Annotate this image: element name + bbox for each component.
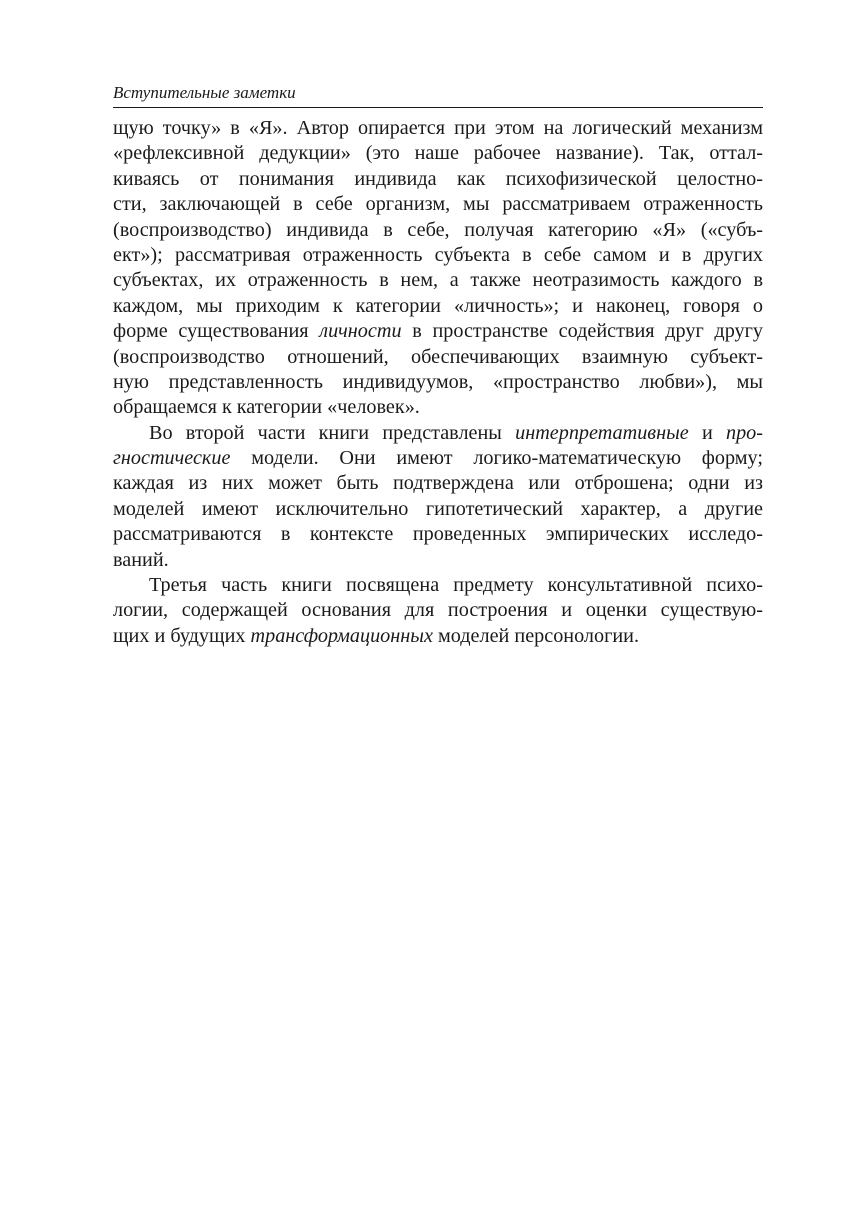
text-line <box>113 446 763 471</box>
text-line <box>113 421 763 446</box>
text-line: обращаемся к категории «человек». <box>113 396 420 419</box>
header-rule <box>113 107 763 108</box>
text-line: субъектах, их отраженность в нем, а также неотразимость каждого в <box>113 269 763 292</box>
text-run: в пространстве содействия друг другу <box>401 320 763 343</box>
text-run: форме существования <box>113 320 320 343</box>
italic-term: личности <box>319 320 402 343</box>
text-line: (воспроизводство отношений, обеспечивающих взаимную субъект- <box>113 345 763 368</box>
text-line <box>113 624 763 649</box>
text-line: каждом, мы приходим к категории «личность»; и наконец, говоря о <box>113 294 763 317</box>
running-head: Вступительные заметки <box>113 83 296 102</box>
text-run: модели. Они имеют логико-математическую форму; <box>230 447 763 470</box>
text-line: (воспроизводство) индивида в себе, получая категорию «Я» («субъ- <box>113 218 763 241</box>
text-line: логии, содержащей основания для построения и оценки существую- <box>113 599 763 622</box>
italic-term: интерпретативные <box>515 421 689 444</box>
page <box>113 82 763 649</box>
text-run: Во второй части книги представлены <box>149 421 516 444</box>
italic-term: гностические <box>113 447 231 470</box>
text-line: ект»); рассматривая отраженность субъекта в себе самом и в других <box>113 243 763 266</box>
text-line: моделей имеют исключительно гипотетический характер, а другие <box>113 497 763 520</box>
text-line: киваясь от понимания индивида как психофизической целостно- <box>113 167 763 190</box>
text-run: и <box>688 421 726 444</box>
text-line: щую точку» в «Я». Автор опирается при этом на логический механизм <box>113 117 763 139</box>
text-line: «рефлексивной дедукции» (это наше рабочее название). Так, оттал- <box>113 142 763 165</box>
text-run: моделей персонологии. <box>432 624 640 647</box>
text-line: Третья часть книги посвящена предмету консультативной психо- <box>149 574 763 597</box>
body-text <box>113 116 763 649</box>
text-line: каждая из них может быть подтверждена или отброшена; одни из <box>113 472 763 495</box>
text-line <box>113 319 763 344</box>
text-line: сти, заключающей в себе организм, мы рассматриваем отраженность <box>113 193 763 216</box>
text-line: рассматриваются в контексте проведенных эмпирических исследо- <box>113 523 763 546</box>
text-line: ную представленность индивидуумов, «пространство любви»), мы <box>113 370 763 393</box>
italic-term: трансформационных <box>250 624 433 647</box>
text-run: щих и будущих <box>113 624 251 647</box>
text-line: ваний. <box>113 548 169 571</box>
italic-term: про- <box>725 421 763 444</box>
